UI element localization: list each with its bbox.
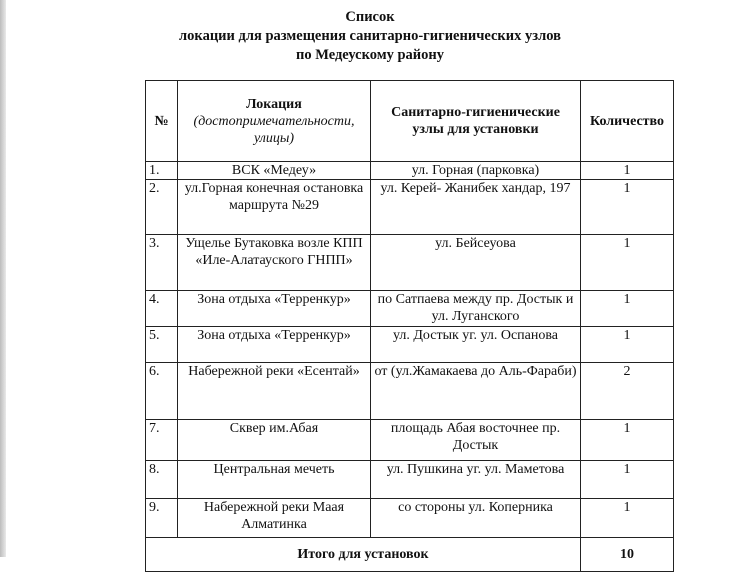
row-location: ВСК «Медеу» (178, 162, 371, 180)
table-row (146, 291, 674, 327)
row-number: 9. (146, 499, 178, 538)
row-location: Ущелье Бутаковка возле КПП «Иле-Алатауского ГНПП» (178, 235, 371, 291)
header-location (178, 81, 371, 162)
table-row (146, 180, 674, 235)
document-header (0, 8, 740, 65)
table-row (146, 235, 674, 291)
row-quantity: 2 (581, 363, 674, 420)
row-sanitary: ул. Бейсеуова (371, 235, 581, 291)
row-number: 2. (146, 180, 178, 235)
row-number: 4. (146, 291, 178, 327)
row-quantity: 1 (581, 162, 674, 180)
row-sanitary: ул. Пушкина уг. ул. Маметова (371, 461, 581, 499)
document-subtitle-line1: локации для размещения санитарно-гигиенических узлов (179, 28, 561, 44)
header-location-label: Локация (246, 96, 302, 112)
table-row (146, 499, 674, 538)
row-location: Набережной реки Маая Алматинка (178, 499, 371, 538)
table-row (146, 162, 674, 180)
row-number: 1. (146, 162, 178, 180)
locations-table (145, 80, 674, 572)
row-quantity: 1 (581, 327, 674, 363)
row-number: 5. (146, 327, 178, 363)
table-row (146, 327, 674, 363)
row-number: 3. (146, 235, 178, 291)
row-quantity: 1 (581, 499, 674, 538)
row-sanitary: площадь Абая восточнее пр. Достык (371, 420, 581, 461)
table-row (146, 420, 674, 461)
header-quantity: Количество (581, 81, 674, 162)
row-location: Зона отдыха «Терренкур» (178, 327, 371, 363)
row-location: Сквер им.Абая (178, 420, 371, 461)
scan-page-edge (0, 0, 6, 557)
row-sanitary: ул. Керей- Жанибек хандар, 197 (371, 180, 581, 235)
row-number: 6. (146, 363, 178, 420)
row-number: 8. (146, 461, 178, 499)
header-location-note: (достопримечательности, улицы) (193, 113, 355, 146)
header-sanitary: Санитарно-гигиенические узлы для установки (371, 81, 581, 162)
row-sanitary: ул. Горная (парковка) (371, 162, 581, 180)
row-quantity: 1 (581, 235, 674, 291)
row-sanitary: от (ул.Жамакаева до Аль-Фараби) (371, 363, 581, 420)
row-sanitary: по Сатпаева между пр. Достык и ул. Луганского (371, 291, 581, 327)
row-quantity: 1 (581, 461, 674, 499)
document-subtitle-line2: по Медеускому району (295, 47, 445, 63)
document-title: Список (345, 9, 395, 25)
row-location: Центральная мечеть (178, 461, 371, 499)
row-number: 7. (146, 420, 178, 461)
row-sanitary: со стороны ул. Коперника (371, 499, 581, 538)
row-quantity: 1 (581, 180, 674, 235)
total-value: 10 (581, 538, 674, 572)
table-header-row (146, 81, 674, 162)
row-quantity: 1 (581, 291, 674, 327)
header-number: № (146, 81, 178, 162)
row-location: Зона отдыха «Терренкур» (178, 291, 371, 327)
row-quantity: 1 (581, 420, 674, 461)
row-location: Набережной реки «Есентай» (178, 363, 371, 420)
table-total-row (146, 538, 674, 572)
table-row (146, 461, 674, 499)
total-label: Итого для установок (146, 538, 581, 572)
row-location: ул.Горная конечная остановка маршрута №29 (178, 180, 371, 235)
row-sanitary: ул. Достык уг. ул. Оспанова (371, 327, 581, 363)
table-row (146, 363, 674, 420)
